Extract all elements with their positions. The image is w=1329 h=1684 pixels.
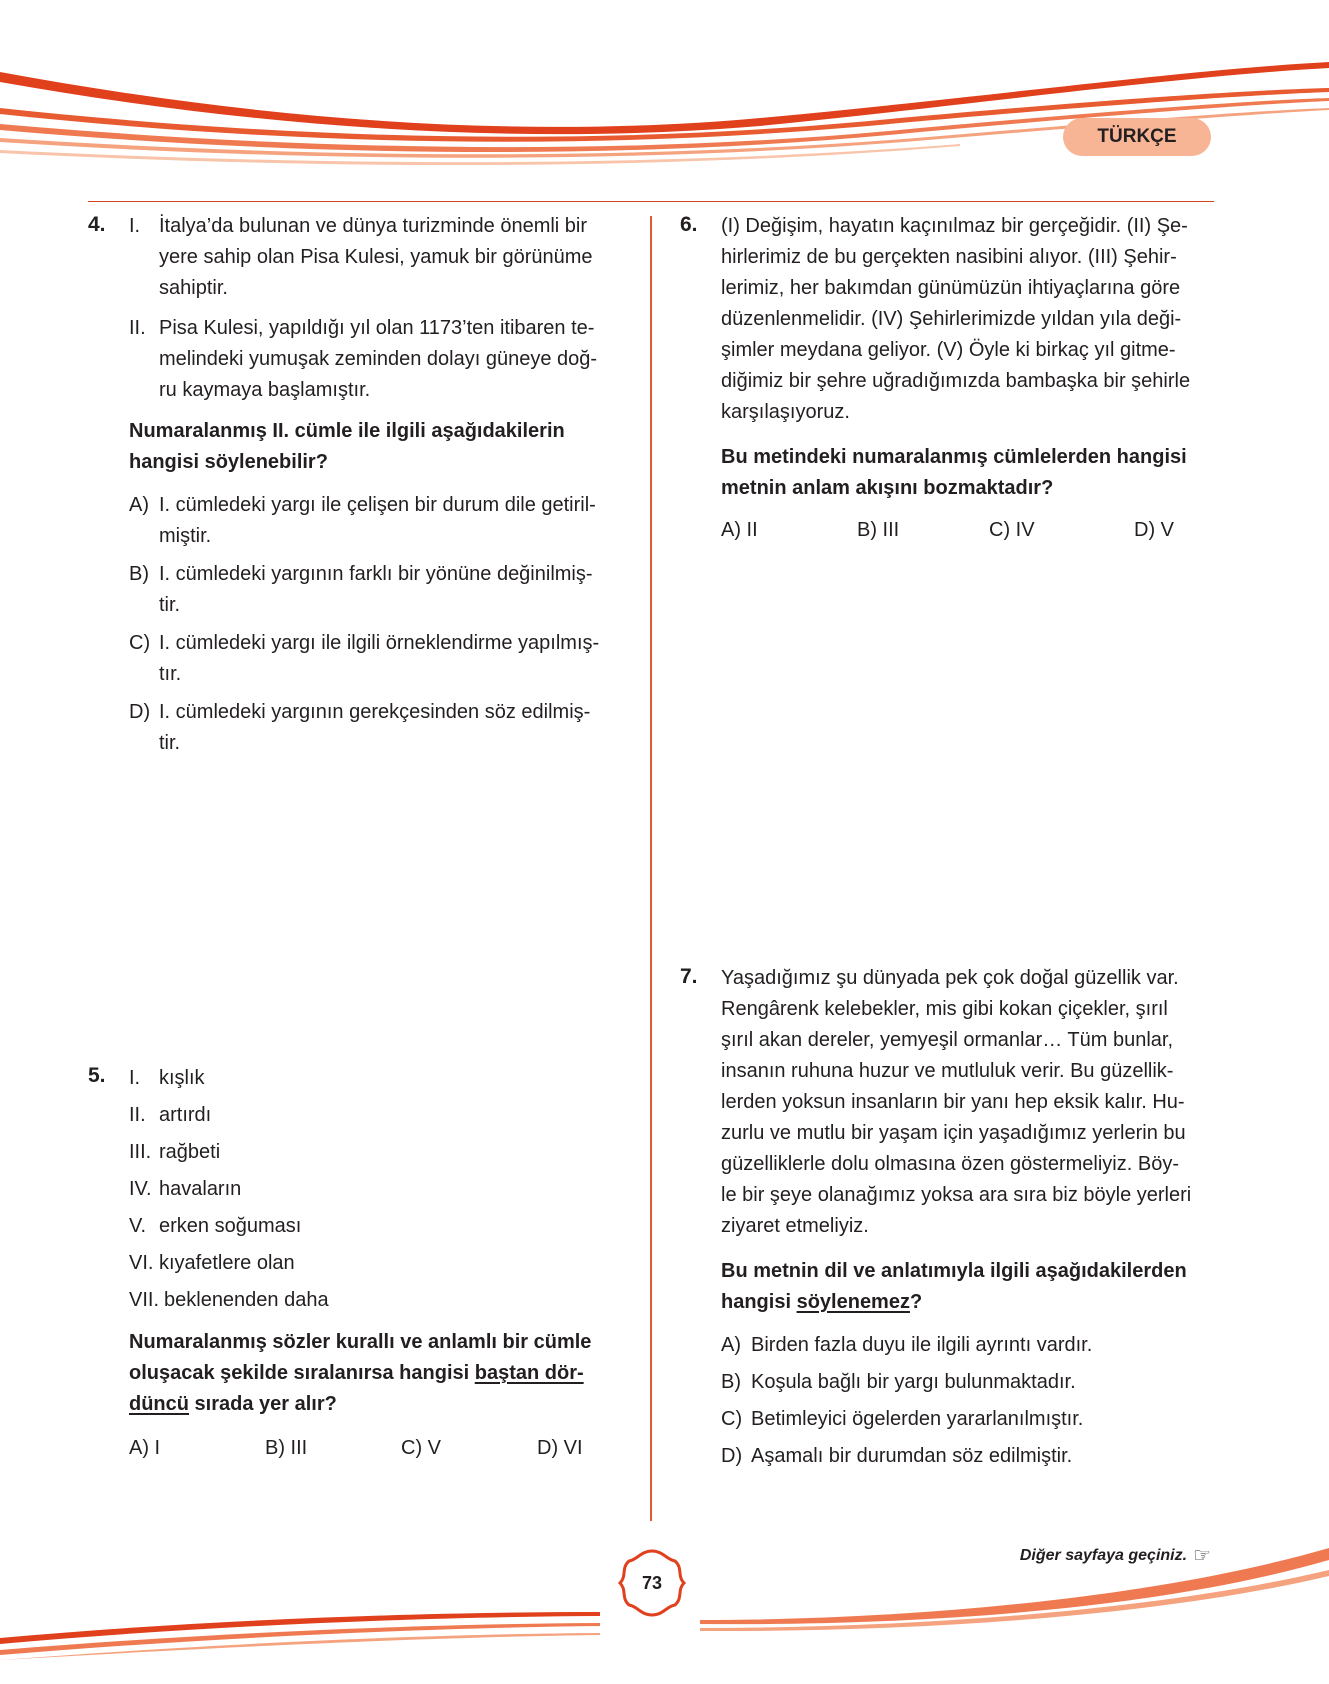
question-6-prompt <box>721 442 1221 504</box>
question-4-statement-1 <box>129 211 629 306</box>
question-5-prompt <box>129 1327 639 1420</box>
option-text: Aşamalı bir durumdan söz edilmiştir. <box>751 1445 1073 1467</box>
option-text: tır. <box>159 663 182 685</box>
word-roman: VII. <box>129 1289 160 1311</box>
question-6-option-c[interactable]: C) IV <box>989 519 1035 541</box>
word-roman: VI. <box>129 1252 154 1274</box>
question-7-passage <box>721 963 1221 1242</box>
question-4-option-c[interactable] <box>129 628 629 690</box>
question-4-number: 4. <box>88 213 106 236</box>
prompt-text: hangisi <box>721 1291 797 1313</box>
question-6-option-b[interactable]: B) III <box>857 519 900 541</box>
prompt-line: Numaralanmış sözler kurallı ve anlamlı bir cümle <box>129 1331 592 1353</box>
word-roman: II. <box>129 1104 146 1126</box>
question-7-option-b[interactable] <box>721 1367 1221 1398</box>
option-letter: A) <box>721 1334 741 1356</box>
option-text: Koşula bağlı bir yargı bulunmaktadır. <box>751 1371 1076 1393</box>
prompt-text: oluşacak şekilde sıralanırsa hangisi <box>129 1362 475 1384</box>
passage-line: hirlerimiz de bu gerçekten nasibini alıyor. (III) Şehir- <box>721 246 1177 268</box>
prompt-line: hangisi söylenebilir? <box>129 451 328 473</box>
word-text: havaların <box>159 1178 242 1200</box>
passage-line: karşılaşıyoruz. <box>721 401 850 423</box>
question-6-option-d[interactable]: D) V <box>1134 519 1174 541</box>
word-roman: IV. <box>129 1178 152 1200</box>
next-page-text: Diğer sayfaya geçiniz. <box>1019 1547 1188 1564</box>
option-text: I. cümledeki yargının farklı bir yönüne değinilmiş- <box>159 563 593 585</box>
word-text: beklenenden daha <box>164 1289 329 1311</box>
question-7-option-d[interactable] <box>721 1441 1221 1472</box>
word-text: erken soğuması <box>159 1215 302 1237</box>
option-letter: C) <box>721 1408 743 1430</box>
question-4-option-d[interactable] <box>129 697 629 759</box>
statement-line: ru kaymaya başlamıştır. <box>159 379 371 401</box>
prompt-line <box>721 1287 1221 1318</box>
passage-line: ziyaret etmeliyiz. <box>721 1215 869 1237</box>
prompt-line: Bu metindeki numaralanmış cümlelerden hangisi <box>721 446 1187 468</box>
header-rule <box>88 201 1214 202</box>
question-6-option-a[interactable]: A) II <box>721 519 758 541</box>
word-text: kıyafetlere olan <box>159 1252 295 1274</box>
passage-line: (I) Değişim, hayatın kaçınılmaz bir gerçeğidir. (II) Şe- <box>721 215 1188 237</box>
question-4-statement-2 <box>129 313 629 408</box>
question-5-option-c[interactable]: C) V <box>401 1437 441 1459</box>
option-letter: A) <box>129 494 149 516</box>
prompt-underlined-text: düncü <box>129 1393 189 1415</box>
question-5-option-a[interactable]: A) I <box>129 1437 161 1459</box>
word-roman: V. <box>129 1215 147 1237</box>
question-6-passage <box>721 211 1221 428</box>
statement-line: Pisa Kulesi, yapıldığı yıl olan 1173’ten itibaren te- <box>159 317 595 339</box>
prompt-line: metnin anlam akışını bozmaktadır? <box>721 477 1054 499</box>
option-text: I. cümledeki yargının gerekçesinden söz edilmiş- <box>159 701 591 723</box>
prompt-line <box>129 1358 639 1389</box>
word-text: artırdı <box>159 1104 212 1126</box>
question-7-option-a[interactable] <box>721 1330 1221 1361</box>
statement-roman: II. <box>129 317 146 339</box>
passage-line: güzelliklerle dolu olmasına özen göstermeliyiz. Böy- <box>721 1153 1179 1175</box>
option-text: miştir. <box>159 525 212 547</box>
option-text: I. cümledeki yargı ile çelişen bir durum dile getiril- <box>159 494 596 516</box>
question-6-number: 6. <box>680 213 698 236</box>
prompt-line: Bu metnin dil ve anlatımıyla ilgili aşağıdakilerden <box>721 1260 1187 1282</box>
statement-line: melindeki yumuşak zeminden dolayı güneye doğ- <box>159 348 598 370</box>
prompt-line <box>129 1389 639 1420</box>
column-divider <box>650 216 652 1521</box>
option-letter: D) <box>129 701 151 723</box>
statement-line: yere sahip olan Pisa Kulesi, yamuk bir görünüme <box>159 246 593 268</box>
prompt-underlined-text: söylenemez <box>796 1291 910 1313</box>
word-roman: I. <box>129 1067 141 1089</box>
question-5-word-list <box>129 1063 629 1313</box>
question-7-number: 7. <box>680 965 698 988</box>
passage-line: diğimiz bir şehre uğradığımızda bambaşka bir şehirle <box>721 370 1191 392</box>
passage-line: Yaşadığımız şu dünyada pek çok doğal güzellik var. <box>721 967 1179 989</box>
option-text: tir. <box>159 732 181 754</box>
option-text: tir. <box>159 594 181 616</box>
statement-line: sahiptir. <box>159 277 228 299</box>
option-letter: D) <box>721 1445 743 1467</box>
passage-line: şimler meydana geliyor. (V) Öyle ki birkaç yıl gitme- <box>721 339 1176 361</box>
option-letter: B) <box>721 1371 741 1393</box>
option-text: Birden fazla duyu ile ilgili ayrıntı vardır. <box>751 1334 1093 1356</box>
word-text: kışlık <box>159 1067 205 1089</box>
passage-line: Rengârenk kelebekler, mis gibi kokan çiçekler, şırıl <box>721 998 1168 1020</box>
passage-line: le bir şeye olanağımız yoksa ara sıra biz böyle yerleri <box>721 1184 1192 1206</box>
question-7-option-c[interactable] <box>721 1404 1221 1435</box>
passage-line: düzenlenmelidir. (IV) Şehirlerimizde yıldan yıla deği- <box>721 308 1182 330</box>
page-number: 73 <box>641 1572 663 1593</box>
question-6-options <box>721 515 1221 546</box>
option-text: Betimleyici ögelerden yararlanılmıştır. <box>751 1408 1084 1430</box>
statement-line: İtalya’da bulunan ve dünya turizminde önemli bir <box>159 215 588 237</box>
passage-line: lerden yoksun insanların bir yanı hep eksik kalır. Hu- <box>721 1091 1185 1113</box>
statement-roman: I. <box>129 215 141 237</box>
pointing-hand-icon: ☞ <box>1193 1545 1211 1567</box>
passage-line: zurlu ve mutlu bir yaşam için yaşadığımız yerlerin bu <box>721 1122 1186 1144</box>
question-5-option-b[interactable]: B) III <box>265 1437 308 1459</box>
prompt-line: Numaralanmış II. cümle ile ilgili aşağıdakilerin <box>129 420 565 442</box>
question-7-prompt <box>721 1256 1221 1318</box>
question-5-option-d[interactable]: D) VI <box>537 1437 583 1459</box>
question-5-options <box>129 1433 629 1464</box>
question-4-option-a[interactable] <box>129 490 629 552</box>
prompt-text: sırada yer alır? <box>189 1393 337 1415</box>
question-4-option-b[interactable] <box>129 559 629 621</box>
subject-badge: TÜRKÇE <box>1063 118 1211 156</box>
option-text: I. cümledeki yargı ile ilgili örneklendirme yapılmış- <box>159 632 600 654</box>
option-letter: C) <box>129 632 151 654</box>
prompt-underlined-text: baştan dör- <box>474 1362 584 1384</box>
word-roman: III. <box>129 1141 152 1163</box>
prompt-text: ? <box>909 1291 923 1313</box>
passage-line: şırıl akan dereler, yemyeşil ormanlar… Tüm bunlar, <box>721 1029 1174 1051</box>
word-text: rağbeti <box>159 1141 221 1163</box>
question-4-prompt <box>129 416 629 478</box>
passage-line: insanın ruhuna huzur ve mutluluk verir. Bu güzellik- <box>721 1060 1174 1082</box>
question-5-number: 5. <box>88 1064 106 1087</box>
option-letter: B) <box>129 563 149 585</box>
next-page-note <box>1020 1543 1211 1568</box>
passage-line: lerimiz, her bakımdan günümüzün ihtiyaçlarına göre <box>721 277 1181 299</box>
